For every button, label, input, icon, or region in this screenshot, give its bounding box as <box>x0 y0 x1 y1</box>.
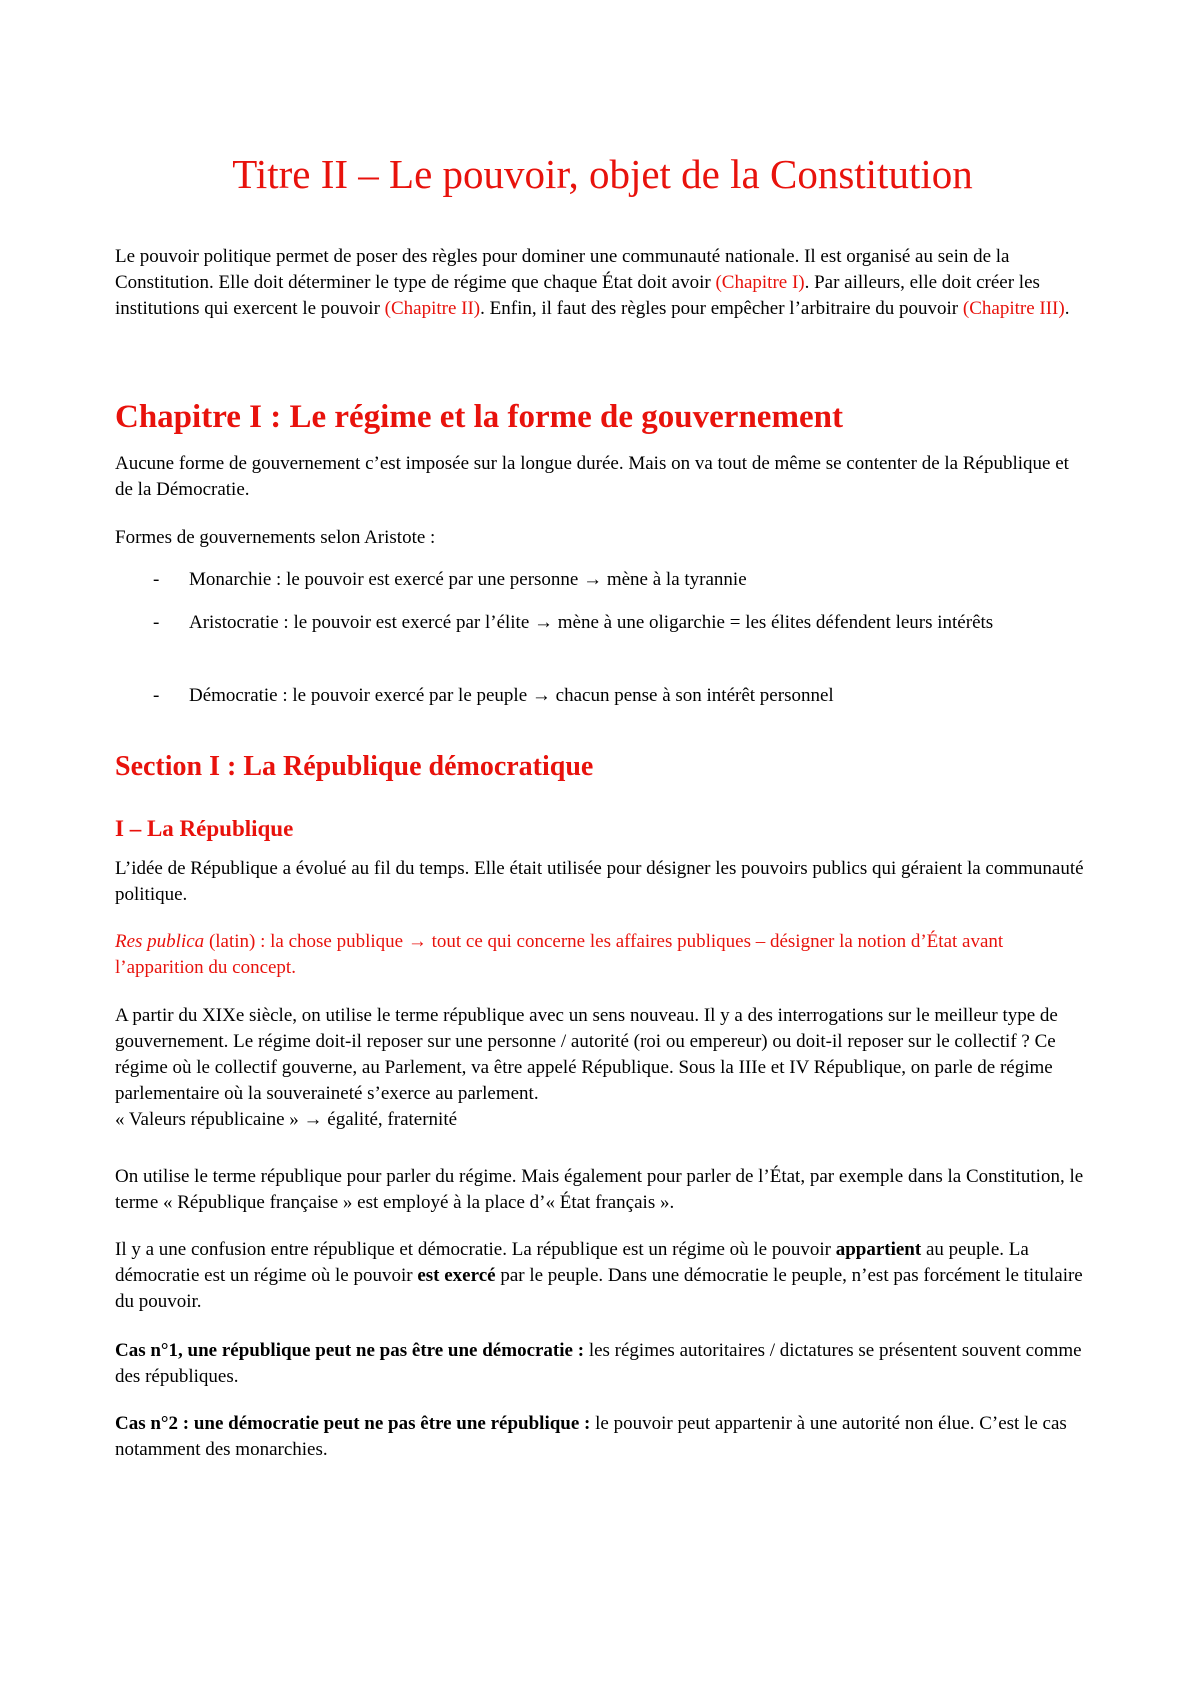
valeurs-republicaines-text: « Valeurs républicaine » → égalité, fraternité <box>115 1109 458 1130</box>
subsection-1-heading: I – La République <box>115 816 294 841</box>
para5-bold-appartient: appartient <box>835 1239 922 1260</box>
chapitre-1-paragraph-1: Aucune forme de gouvernement c’est imposée sur la longue durée. Mais on va tout de même se contenter de la République et de la Démocratie. <box>115 453 1069 500</box>
intro-paragraph <box>115 244 1090 322</box>
intro-ref-chapitre-1: (Chapitre I) <box>715 272 805 293</box>
para5-text-a: Il y a une confusion entre république et démocratie. La république est un régime où le pouvoir <box>115 1239 836 1260</box>
res-publica-paragraph <box>115 929 1090 981</box>
intro-ref-chapitre-2: (Chapitre II) <box>384 298 481 319</box>
cas-1-label: Cas n°1, une république peut ne pas être une démocratie : <box>115 1340 585 1361</box>
para5-bold-est-exerce: est exercé <box>417 1265 496 1286</box>
cas-1-paragraph <box>115 1338 1090 1390</box>
list-dash: - <box>153 612 160 633</box>
republique-paragraph-5 <box>115 1237 1090 1315</box>
res-publica-definition: (latin) : la chose publique → tout ce qui concerne les affaires publiques – désigner la notion d’État avant l’apparition du concept. <box>115 931 1004 978</box>
list-item-text: Aristocratie : le pouvoir est exercé par l’élite → mène à une oligarchie = les élites défendent leurs intérêts <box>189 612 994 633</box>
chapitre-1-heading: Chapitre I : Le régime et la forme de gouvernement <box>115 399 843 435</box>
republique-history-text: A partir du XIXe siècle, on utilise le terme république avec un sens nouveau. Il y a des interrogations sur le meilleur type de gouvernement. Le régime doit-il reposer sur une personne / autorité (roi ou empereur) ou doit-il reposer sur le collectif ? Ce régime où le collectif gouverne, au Parlement, va être appelé République. Sous la IIIe et IV République, on parle de régime parlementaire où la souveraineté s’exerce au parlement. <box>115 1005 1058 1104</box>
intro-text-4: . <box>1064 298 1070 319</box>
list-dash: - <box>153 685 160 706</box>
cas-2-text: le pouvoir peut appartenir à une autorité non élue. C’est le cas notamment des monarchies. <box>115 1413 1067 1460</box>
cas-2-label: Cas n°2 : une démocratie peut ne pas être une république : <box>115 1413 591 1434</box>
intro-text-3: . Enfin, il faut des règles pour empêcher l’arbitraire du pouvoir <box>480 298 963 319</box>
list-item-text: Monarchie : le pouvoir est exercé par une personne → mène à la tyrannie <box>189 569 747 590</box>
cas-1-text: les régimes autoritaires / dictatures se présentent souvent comme des républiques. <box>115 1340 1082 1387</box>
cas-2-paragraph <box>115 1411 1090 1463</box>
republique-paragraph-4: On utilise le terme république pour parler du régime. Mais également pour parler de l’État, par exemple dans la Constitution, le terme « République française » est employé à la place d’« État français ». <box>115 1166 1084 1213</box>
section-1-heading: Section I : La République démocratique <box>115 751 594 782</box>
res-publica-term: Res publica <box>115 931 205 952</box>
para5-text-d: par le peuple. Dans une démocratie le peuple, n’est pas forcément le titulaire du pouvoir. <box>115 1265 1083 1312</box>
list-item-text: Démocratie : le pouvoir exercé par le peuple → chacun pense à son intérêt personnel <box>189 685 834 706</box>
intro-text-2: . Par ailleurs, elle doit créer les institutions qui exercent le pouvoir <box>115 272 1040 319</box>
document-title: Titre II – Le pouvoir, objet de la Constitution <box>232 151 973 197</box>
republique-paragraph-3 <box>115 1003 1090 1133</box>
chapitre-1-paragraph-2: Formes de gouvernements selon Aristote : <box>115 527 436 548</box>
list-dash: - <box>153 569 160 590</box>
intro-text-1: Le pouvoir politique permet de poser des règles pour dominer une communauté nationale. Il est organisé au sein de la Constitution. Elle doit déterminer le type de régime que chaque État doit avoir <box>115 246 1010 293</box>
para5-text-c: au peuple. La démocratie est un régime où le pouvoir <box>115 1239 1029 1286</box>
republique-paragraph-1: L’idée de République a évolué au fil du temps. Elle était utilisée pour désigner les pouvoirs publics qui géraient la communauté politique. <box>115 858 1084 905</box>
intro-ref-chapitre-3: (Chapitre III) <box>962 298 1065 319</box>
